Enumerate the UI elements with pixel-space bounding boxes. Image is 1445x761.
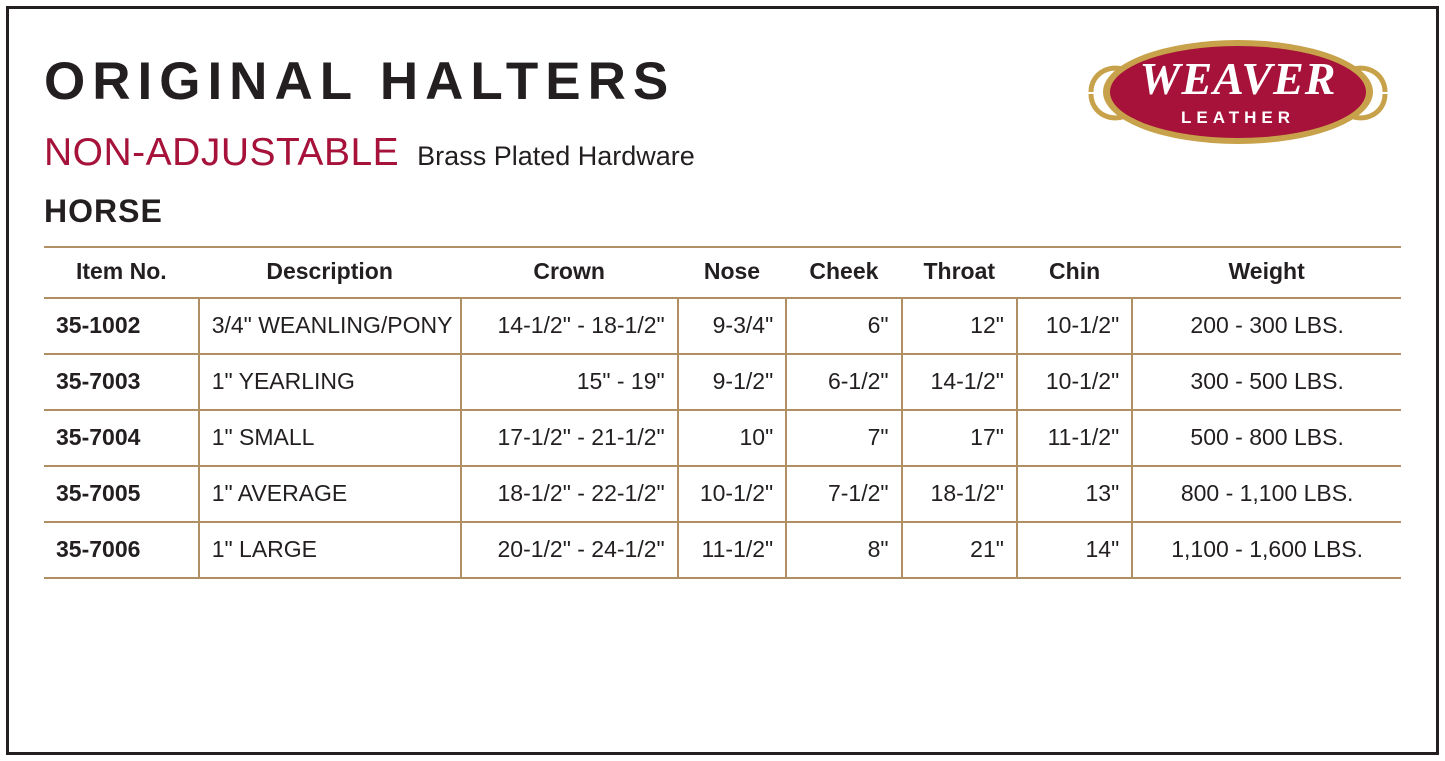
cell-weight: 500 - 800 LBS. xyxy=(1132,410,1401,466)
cell-cheek: 7" xyxy=(786,410,901,466)
hardware-label: Brass Plated Hardware xyxy=(417,140,695,171)
cell-crown: 15" - 19" xyxy=(461,354,678,410)
halter-size-table xyxy=(44,246,1401,579)
content-area xyxy=(44,30,1401,579)
cell-nose: 10" xyxy=(678,410,787,466)
cell-description: 1" LARGE xyxy=(199,522,461,578)
cell-chin: 14" xyxy=(1017,522,1132,578)
cell-nose: 9-1/2" xyxy=(678,354,787,410)
cell-weight: 300 - 500 LBS. xyxy=(1132,354,1401,410)
table-row xyxy=(44,298,1401,354)
table-row xyxy=(44,354,1401,410)
cell-throat: 14-1/2" xyxy=(902,354,1017,410)
cell-nose: 9-3/4" xyxy=(678,298,787,354)
page-title: ORIGINAL HALTERS xyxy=(44,52,676,111)
table-header-row xyxy=(44,247,1401,298)
column-header-item-no: Item No. xyxy=(44,247,199,298)
cell-description: 3/4" WEANLING/PONY xyxy=(199,298,461,354)
svg-text:LEATHER: LEATHER xyxy=(1180,108,1296,127)
cell-crown: 18-1/2" - 22-1/2" xyxy=(461,466,678,522)
cell-throat: 17" xyxy=(902,410,1017,466)
section-title: HORSE xyxy=(44,192,163,229)
adjustability-label: NON-ADJUSTABLE xyxy=(44,130,400,174)
cell-chin: 11-1/2" xyxy=(1017,410,1132,466)
cell-description: 1" YEARLING xyxy=(199,354,461,410)
table-row xyxy=(44,410,1401,466)
cell-nose: 10-1/2" xyxy=(678,466,787,522)
column-header-nose: Nose xyxy=(678,247,787,298)
cell-cheek: 6" xyxy=(786,298,901,354)
column-header-weight: Weight xyxy=(1132,247,1401,298)
cell-throat: 12" xyxy=(902,298,1017,354)
svg-text:WEAVER: WEAVER xyxy=(1139,53,1337,104)
cell-item-no: 35-1002 xyxy=(44,298,199,354)
cell-chin: 13" xyxy=(1017,466,1132,522)
cell-crown: 14-1/2" - 18-1/2" xyxy=(461,298,678,354)
cell-description: 1" AVERAGE xyxy=(199,466,461,522)
cell-item-no: 35-7003 xyxy=(44,354,199,410)
cell-chin: 10-1/2" xyxy=(1017,298,1132,354)
table-row xyxy=(44,522,1401,578)
cell-cheek: 7-1/2" xyxy=(786,466,901,522)
cell-cheek: 8" xyxy=(786,522,901,578)
cell-item-no: 35-7005 xyxy=(44,466,199,522)
table-row xyxy=(44,466,1401,522)
subtitle-row xyxy=(44,131,1401,175)
cell-nose: 11-1/2" xyxy=(678,522,787,578)
cell-crown: 17-1/2" - 21-1/2" xyxy=(461,410,678,466)
cell-cheek: 6-1/2" xyxy=(786,354,901,410)
column-header-crown: Crown xyxy=(461,247,678,298)
cell-chin: 10-1/2" xyxy=(1017,354,1132,410)
cell-item-no: 35-7006 xyxy=(44,522,199,578)
cell-description: 1" SMALL xyxy=(199,410,461,466)
column-header-throat: Throat xyxy=(902,247,1017,298)
column-header-chin: Chin xyxy=(1017,247,1132,298)
column-header-description: Description xyxy=(199,247,461,298)
cell-item-no: 35-7004 xyxy=(44,410,199,466)
column-header-cheek: Cheek xyxy=(786,247,901,298)
cell-weight: 200 - 300 LBS. xyxy=(1132,298,1401,354)
cell-crown: 20-1/2" - 24-1/2" xyxy=(461,522,678,578)
cell-weight: 1,100 - 1,600 LBS. xyxy=(1132,522,1401,578)
cell-throat: 18-1/2" xyxy=(902,466,1017,522)
cell-weight: 800 - 1,100 LBS. xyxy=(1132,466,1401,522)
cell-throat: 21" xyxy=(902,522,1017,578)
